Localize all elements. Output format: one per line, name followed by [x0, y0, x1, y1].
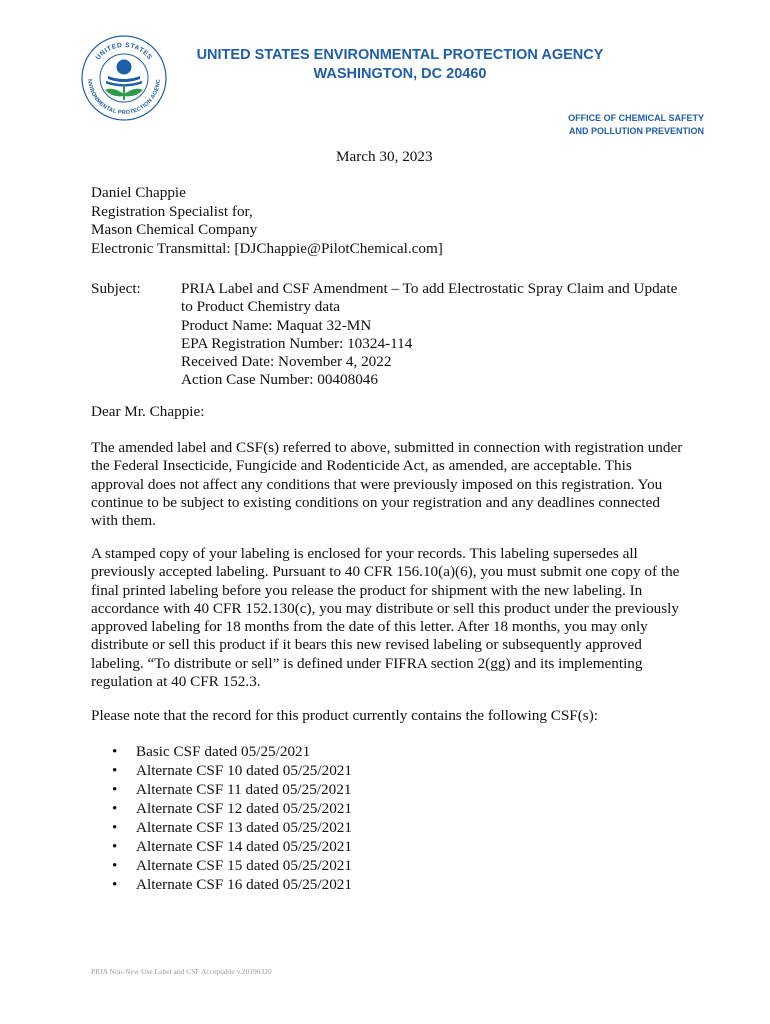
recipient-name: Daniel Chappie: [91, 184, 186, 201]
action-case-number: Action Case Number: 00408046: [181, 371, 378, 389]
bullet-icon: •: [112, 743, 118, 760]
recipient-title: Registration Specialist for,: [91, 202, 253, 220]
list-item: [112, 875, 352, 894]
csf-item: Alternate CSF 11 dated 05/25/2021: [136, 781, 352, 798]
bullet-icon: •: [112, 762, 118, 779]
agency-address: WASHINGTON, DC 20460: [313, 66, 487, 82]
bullet-icon: •: [112, 876, 118, 893]
list-item: [112, 856, 352, 875]
paragraph-line: regulation at 40 CFR 152.3.: [91, 673, 261, 691]
list-item: [112, 837, 352, 856]
bullet-icon: •: [112, 800, 118, 817]
office-heading: [568, 112, 704, 137]
recipient-block: [91, 184, 443, 258]
bullet-icon: •: [112, 857, 118, 874]
subject-line: to Product Chemistry data: [181, 298, 341, 316]
recipient-company: Mason Chemical Company: [91, 221, 258, 238]
seal-text-bottom: NVIRONMENTAL PROTECTION AGENC: [85, 78, 163, 117]
csf-item: Alternate CSF 13 dated 05/25/2021: [136, 819, 352, 836]
csf-list: [112, 742, 352, 894]
csf-item: Alternate CSF 14 dated 05/25/2021: [136, 838, 352, 855]
paragraph-labeling: [91, 545, 691, 691]
paragraph-line: approval does not affect any conditions that were previously imposed on this registration. You: [91, 475, 663, 493]
paragraph-approval: [91, 439, 691, 530]
csf-item: Basic CSF dated 05/25/2021: [136, 743, 311, 760]
paragraph-csf-note: [91, 707, 691, 725]
office-line-1: OFFICE OF CHEMICAL SAFETY: [568, 113, 704, 123]
list-item: [112, 761, 352, 780]
list-item: [112, 799, 352, 818]
paragraph-line: previously accepted labeling. Pursuant to 40 CFR 156.10(a)(6), you must submit one copy of the: [91, 563, 680, 581]
paragraph-line: the Federal Insecticide, Fungicide and Rodenticide Act, as amended, are acceptable. This: [91, 457, 632, 475]
list-item: [112, 742, 352, 761]
paragraph-line: A stamped copy of your labeling is enclosed for your records. This labeling supersedes all: [91, 545, 638, 562]
paragraph-line: Please note that the record for this product currently contains the following CSF(s):: [91, 707, 598, 724]
bullet-icon: •: [112, 819, 118, 836]
salutation: Dear Mr. Chappie:: [91, 403, 205, 420]
csf-item: Alternate CSF 10 dated 05/25/2021: [136, 762, 352, 779]
paragraph-line: distribute or sell this product if it bears this new revised labeling or subsequently approved: [91, 636, 642, 654]
paragraph-line: labeling. “To distribute or sell” is defined under FIFRA section 2(gg) and its implementing: [91, 654, 643, 672]
subject-block: [181, 280, 677, 390]
list-item: [112, 818, 352, 837]
list-item: [112, 780, 352, 799]
office-line-2: AND POLLUTION PREVENTION: [568, 125, 704, 136]
registration-number: EPA Registration Number: 10324-114: [181, 334, 413, 352]
received-date: Received Date: November 4, 2022: [181, 353, 392, 371]
subject-line: PRIA Label and CSF Amendment – To add Electrostatic Spray Claim and Update: [181, 280, 678, 297]
paragraph-line: approved labeling for 18 months from the date of this letter. After 18 months, you may only: [91, 618, 648, 636]
csf-item: Alternate CSF 12 dated 05/25/2021: [136, 800, 352, 817]
agency-heading: [150, 46, 650, 84]
subject-label: Subject:: [91, 280, 141, 297]
paragraph-line: accordance with 40 CFR 152.130(c), you may distribute or sell this product under the previously: [91, 599, 679, 617]
paragraph-line: final printed labeling before you release the product for shipment with the new labeling. In: [91, 581, 643, 599]
bullet-icon: •: [112, 781, 118, 798]
seal-text-top: UNITED STATES: [94, 41, 154, 62]
recipient-email: Electronic Transmittal: [DJChappie@PilotChemical.com]: [91, 239, 443, 257]
paragraph-line: The amended label and CSF(s) referred to above, submitted in connection with registration under: [91, 439, 683, 456]
bullet-icon: •: [112, 838, 118, 855]
product-name: Product Name: Maquat 32-MN: [181, 316, 372, 334]
paragraph-line: with them.: [91, 512, 156, 530]
footer-form-id: PRIA Non-New Use Label and CSF Acceptable v.20190320: [91, 967, 272, 976]
csf-item: Alternate CSF 16 dated 05/25/2021: [136, 876, 352, 893]
csf-item: Alternate CSF 15 dated 05/25/2021: [136, 857, 352, 874]
letter-date: March 30, 2023: [336, 148, 433, 165]
agency-name: UNITED STATES ENVIRONMENTAL PROTECTION AGENCY: [196, 47, 604, 63]
paragraph-line: continue to be subject to existing conditions on your registration and any deadlines connected: [91, 493, 660, 511]
